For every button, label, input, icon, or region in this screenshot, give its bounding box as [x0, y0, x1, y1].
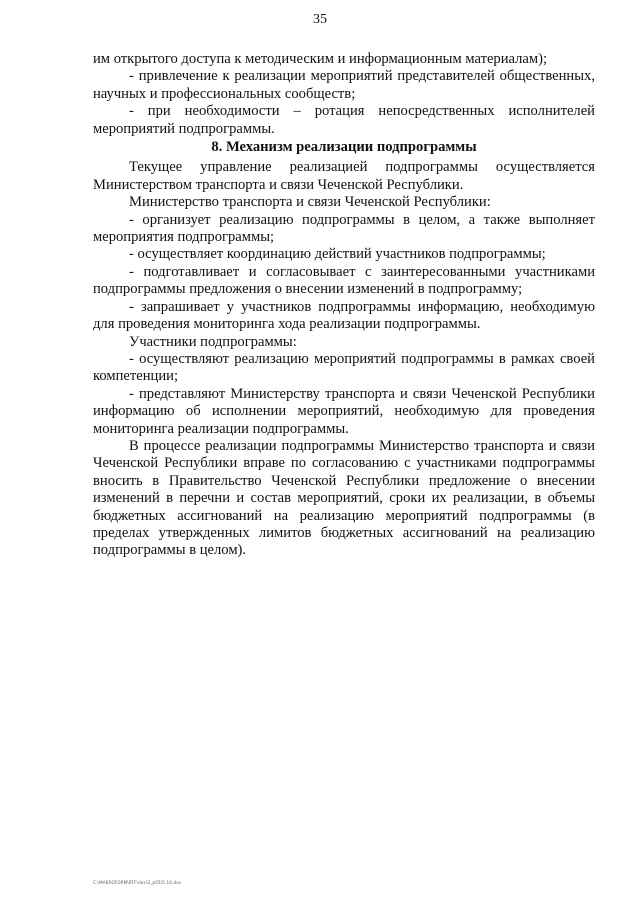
paragraph: Участники подпрограммы: — [129, 333, 297, 350]
section-heading: 8. Механизм реализации подпрограммы — [211, 139, 477, 156]
paragraph: - запрашивает у участников подпрограммы информацию, необходимую для проведения мониторинга хода реализации подпрограммы. — [93, 298, 595, 333]
paragraph: - представляют Министерству транспорта и связи Чеченской Республики информацию об исполнении мероприятий, необходимую для проведения мониторинга реализации подпрограммы. — [93, 385, 595, 437]
paragraph: В процессе реализации подпрограммы Министерство транспорта и связи Чеченской Республики вправе по согласованию с участниками подпрограммы вносить в Правительство Чеченской Республики предложение о внесении изменений в перечни и состав мероприятий, сроки их реализации, в объемы бюджетных ассигнований на реализацию мероприятий подпрограммы (в пределах утвержденных лимитов бюджетных ассигнований на реализацию подпрограммы в целом). — [93, 437, 595, 559]
paragraph: - при необходимости – ротация непосредственных исполнителей мероприятий подпрограммы. — [93, 103, 595, 137]
paragraph: - организует реализацию подпрограммы в целом, а также выполняет мероприятия подпрограммы; — [93, 211, 595, 246]
paragraph: Текущее управление реализацией подпрограммы осуществляется Министерством транспорта и связи Чеченской Республики. — [93, 159, 595, 193]
paragraph: - подготавливает и согласовывает с заинтересованными участниками подпрограммы предложения о внесении изменений в подпрограмму; — [93, 263, 595, 298]
paragraph: им открытого доступа к методическим и информационным материалам); — [93, 51, 548, 67]
paragraph: - осуществляют реализацию мероприятий подпрограммы в рамках своей компетенции; — [93, 350, 595, 385]
paragraph: - привлечение к реализации мероприятий представителей общественных, научных и профессиональных сообществ; — [93, 68, 595, 102]
paragraph: - осуществляет координацию действий участников подпрограммы; — [129, 246, 546, 263]
file-path-footer: C:\MAKROFORM\RTF\doc\2_p05\5.16.doc — [93, 880, 182, 885]
document-body — [93, 51, 595, 560]
page-number: 35 — [313, 12, 327, 27]
paragraph: Министерство транспорта и связи Чеченской Республики: — [129, 194, 491, 211]
